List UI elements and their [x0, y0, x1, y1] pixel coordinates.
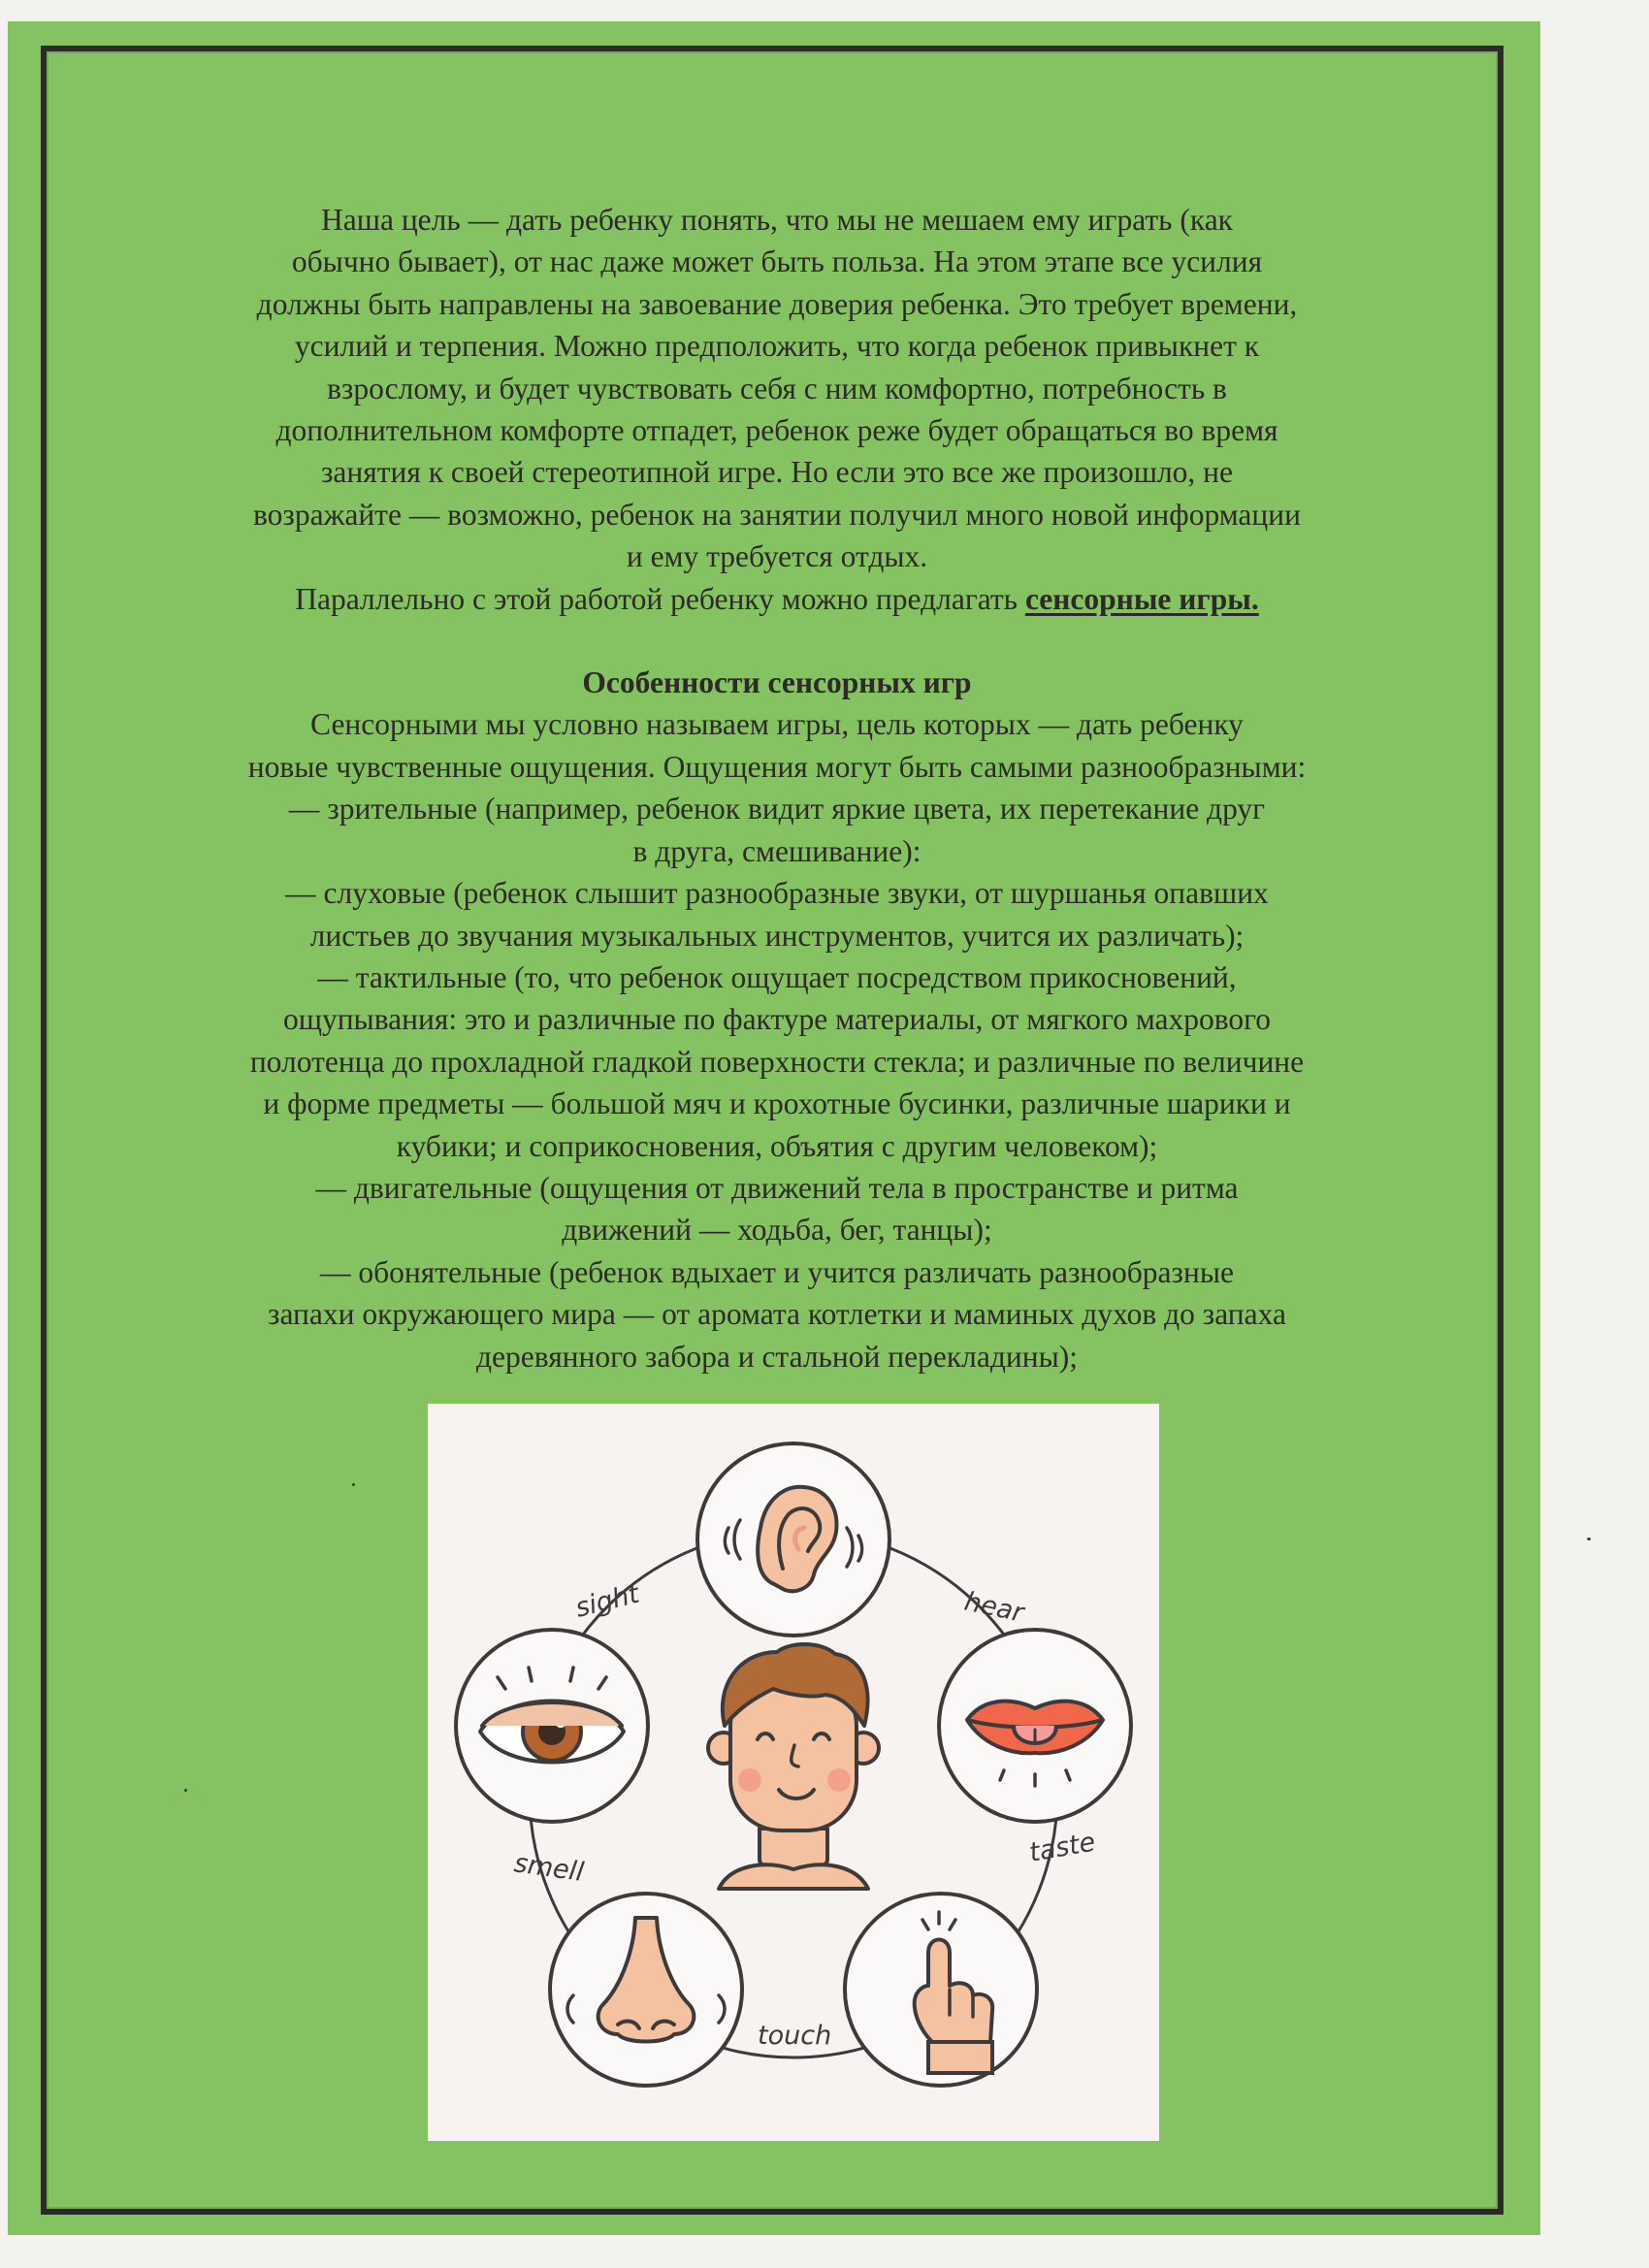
text-line: — зрительные (например, ребенок видит яркие цвета, их перетекание друг — [288, 792, 1266, 826]
text-line: ощупывания: это и различные по фактуре материалы, от мягкого махрового — [282, 1002, 1272, 1037]
taste-node — [939, 1630, 1131, 1822]
smell-label: smell — [512, 1848, 586, 1888]
scan-speck — [1587, 1538, 1591, 1540]
boy-face-icon — [708, 1644, 879, 1889]
smell-node — [550, 1894, 742, 2086]
text-line: — тактильные (то, что ребенок ощущает посредством прикосновений, — [317, 959, 1237, 994]
hear-label: hear — [961, 1586, 1027, 1629]
green-page — [8, 21, 1540, 2235]
text-line: занятия к своей стереотипной игре. Но если это все же произошло, не — [320, 455, 1234, 490]
text-line: взрослому, и будет чувствовать себя с ним комфортно, потребность в — [327, 371, 1227, 405]
text-line: движений — ходьба, бег, танцы); — [562, 1213, 992, 1247]
text-line: деревянного забора и стальной перекладины); — [476, 1339, 1078, 1374]
text-prefix: Параллельно с этой работой ребенку можно предлагать — [295, 581, 1025, 616]
text-line: дополнительном комфорте отпадет, ребенок реже будет обращаться во время — [275, 413, 1278, 448]
text-line: Сенсорными мы условно называем игры, цель которых — дать ребенку — [310, 707, 1244, 742]
five-senses-illustration — [428, 1404, 1159, 2141]
text-line: обычно бывает), от нас даже может быть польза. На этом этапе все усилия — [291, 244, 1263, 279]
text-line: новые чувственные ощущения. Ощущения могут быть самыми разнообразными: — [247, 749, 1307, 784]
text-line: усилий и терпения. Можно предположить, что когда ребенок привыкнет к — [294, 329, 1260, 364]
text-line: и ему требуется отдых. — [626, 539, 928, 574]
section-heading: Особенности сенсорных игр — [582, 665, 972, 700]
sight-label: sight — [572, 1578, 643, 1624]
text-line-with-link — [122, 578, 1432, 620]
scan-speck — [184, 1789, 187, 1792]
five-senses-svg — [428, 1404, 1159, 2141]
text-line: в друга, смешивание): — [632, 833, 922, 868]
text-line: должны быть направлены на завоевание доверия ребенка. Это требует времени, — [256, 286, 1298, 321]
text-line: полотенца до прохладной гладкой поверхности стекла; и различные по величине — [249, 1044, 1305, 1079]
text-line: запахи окружающего мира — от аромата котлетки и маминых духов до запаха — [268, 1297, 1286, 1332]
text-line: Наша цель — дать ребенку понять, что мы не мешаем ему играть (как — [320, 203, 1233, 237]
taste-label: taste — [1026, 1827, 1098, 1868]
text-line: — обонятельные (ребенок вдыхает и учится различать разнообразные — [320, 1254, 1234, 1289]
hear-node — [697, 1443, 889, 1636]
text-line: возражайте — возможно, ребенок на занятии получил много новой информации — [253, 497, 1301, 532]
text-line: кубики; и соприкосновения, объятия с другим человеком); — [396, 1128, 1158, 1163]
text-line: — двигательные (ощущения от движений тела в пространстве и ритма — [315, 1170, 1239, 1205]
touch-label: touch — [758, 2021, 832, 2051]
text-line: и форме предметы — большой мяч и крохотные бусинки, различные шарики и — [263, 1086, 1291, 1121]
scan-speck — [352, 1483, 355, 1486]
article-text — [122, 199, 1432, 1377]
paragraph-gap — [122, 620, 1432, 662]
text-line: листьев до звучания музыкальных инструментов, учится их различать); — [309, 918, 1245, 953]
text-line: — слуховые (ребенок слышит разнообразные звуки, от шуршанья опавших — [285, 876, 1269, 911]
touch-node — [845, 1894, 1037, 2086]
sensory-games-link[interactable]: сенсорные игры. — [1024, 581, 1259, 616]
sight-node — [456, 1630, 648, 1822]
